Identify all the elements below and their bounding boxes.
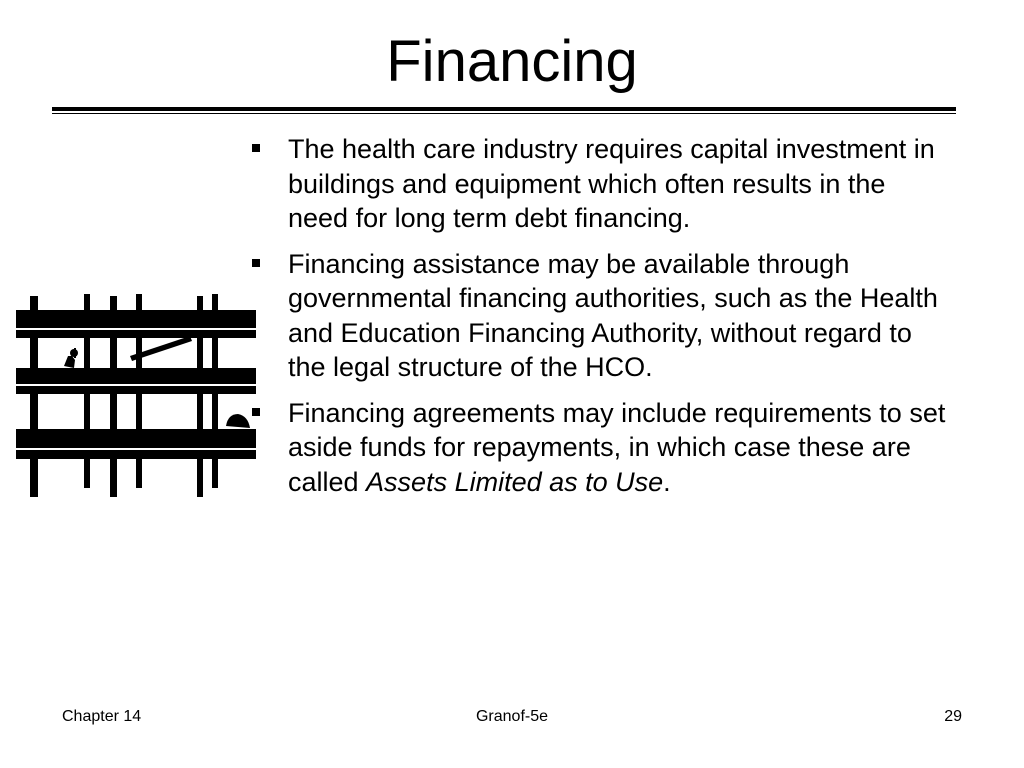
bullet-item bbox=[252, 396, 952, 500]
footer-page-number: 29 bbox=[944, 708, 962, 725]
bullet-item bbox=[252, 247, 952, 385]
square-bullet-icon bbox=[252, 259, 260, 267]
footer-chapter: Chapter 14 bbox=[62, 708, 142, 725]
bullet-text: Financing assistance may be available through governmental financing authorities, such as the Health and Education Financing Authority, without regard to the legal structure of the HCO. bbox=[288, 248, 938, 382]
title-underline-thin bbox=[52, 113, 956, 114]
building-construction-icon bbox=[14, 292, 258, 500]
title-underline-thick bbox=[52, 107, 956, 111]
bullet-text: Financing agreements may include requirements to set aside funds for repayments, in which case these are called bbox=[288, 397, 946, 497]
slide-title: Financing bbox=[386, 29, 638, 94]
bullet-emphasis: Assets Limited as to Use bbox=[366, 466, 664, 497]
bullet-item bbox=[252, 132, 952, 236]
bullet-text-end: . bbox=[663, 466, 671, 497]
bullet-text: The health care industry requires capital investment in buildings and equipment which often results in the need for long term debt financing. bbox=[288, 134, 935, 233]
footer-source: Granof-5e bbox=[475, 708, 549, 725]
bullet-list bbox=[252, 132, 952, 510]
square-bullet-icon bbox=[252, 144, 260, 152]
square-bullet-icon bbox=[252, 408, 260, 416]
